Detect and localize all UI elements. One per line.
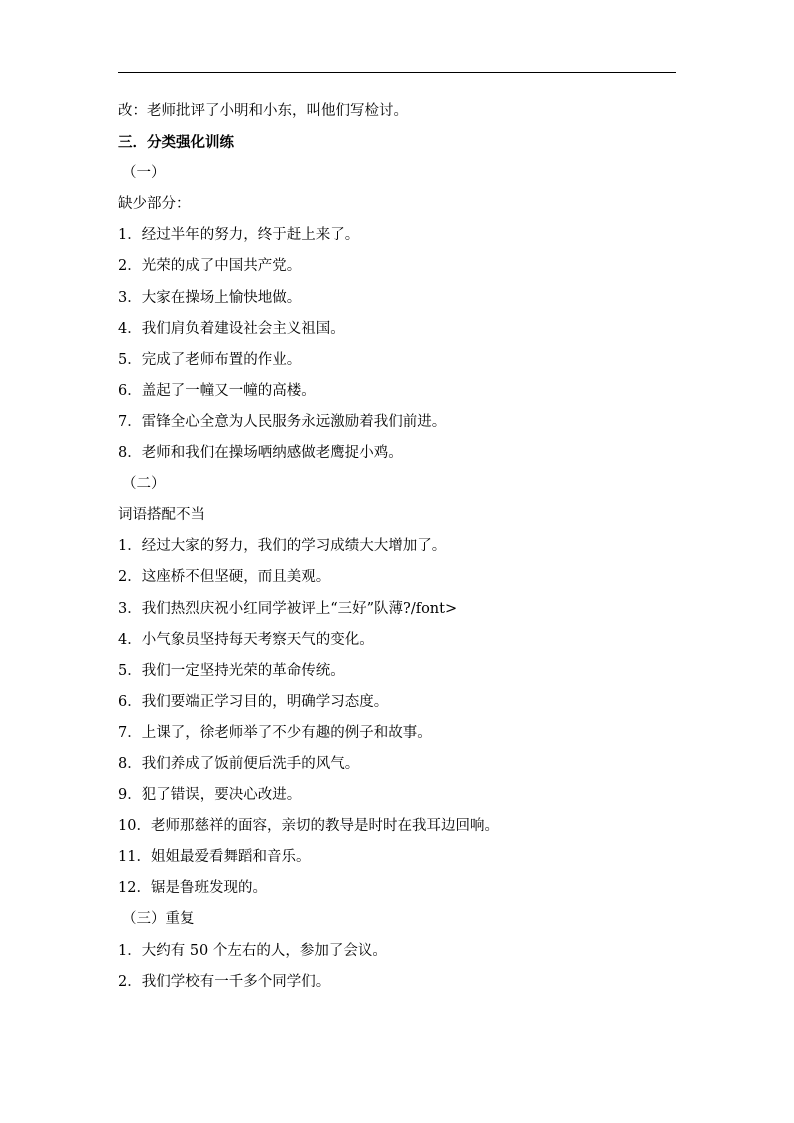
text-line: 8．我们养成了饭前便后洗手的风气。 (118, 755, 360, 772)
text-line: 1．经过大家的努力，我们的学习成绩大大增加了。 (118, 538, 447, 555)
text-line: 6．盖起了一幢又一幢的高楼。 (118, 382, 316, 399)
text-line: 3．大家在操场上愉快地做。 (118, 289, 302, 306)
text-line: （三）重复 (122, 911, 195, 928)
text-line: 改：老师批评了小明和小东，叫他们写检讨。 (118, 103, 408, 119)
text-line: 6．我们要端正学习目的，明确学习态度。 (118, 693, 389, 710)
text-line: 词语搭配不当 (118, 507, 205, 524)
text-line: 2．这座桥不但坚硬，而且美观。 (118, 569, 331, 586)
text-line: 5．完成了老师布置的作业。 (118, 351, 302, 368)
text-line: （二） (122, 476, 166, 493)
text-line: 1．经过半年的努力，终于赶上来了。 (118, 227, 360, 244)
text-line: 1．大约有 50 个左右的人，参加了会议。 (118, 942, 387, 959)
text-line: 12．锯是鲁班发现的。 (118, 880, 267, 897)
text-line: 2．我们学校有一千多个同学们。 (118, 973, 331, 990)
text-line: 4．小气象员坚持每天考察天气的变化。 (118, 631, 374, 648)
text-line: 2．光荣的成了中国共产党。 (118, 258, 302, 275)
document-body (118, 96, 678, 998)
text-line: 缺少部分： (118, 196, 191, 213)
text-line: 10．老师那慈祥的面容，亲切的教导是时时在我耳边回响。 (118, 818, 499, 835)
text-line: 4．我们肩负着建设社会主义祖国。 (118, 320, 345, 337)
text-line: 8．老师和我们在操场哂纳感做老鹰捉小鸡。 (118, 445, 403, 462)
text-line: 9．犯了错误，要决心改进。 (118, 787, 302, 804)
section-heading: 三．分类强化训练 (118, 134, 234, 152)
text-line: 7．雷锋全心全意为人民服务永远激励着我们前进。 (118, 413, 447, 430)
text-line: 5．我们一定坚持光荣的革命传统。 (118, 662, 345, 679)
header-rule (118, 72, 676, 73)
text-line: 11．姐姐最爱看舞蹈和音乐。 (118, 849, 311, 866)
text-line: 3．我们热烈庆祝小红同学被评上“三好”队薄?/font> (118, 600, 458, 617)
text-line: （一） (122, 165, 166, 182)
text-line: 7．上课了，徐老师举了不少有趣的例子和故事。 (118, 724, 432, 741)
